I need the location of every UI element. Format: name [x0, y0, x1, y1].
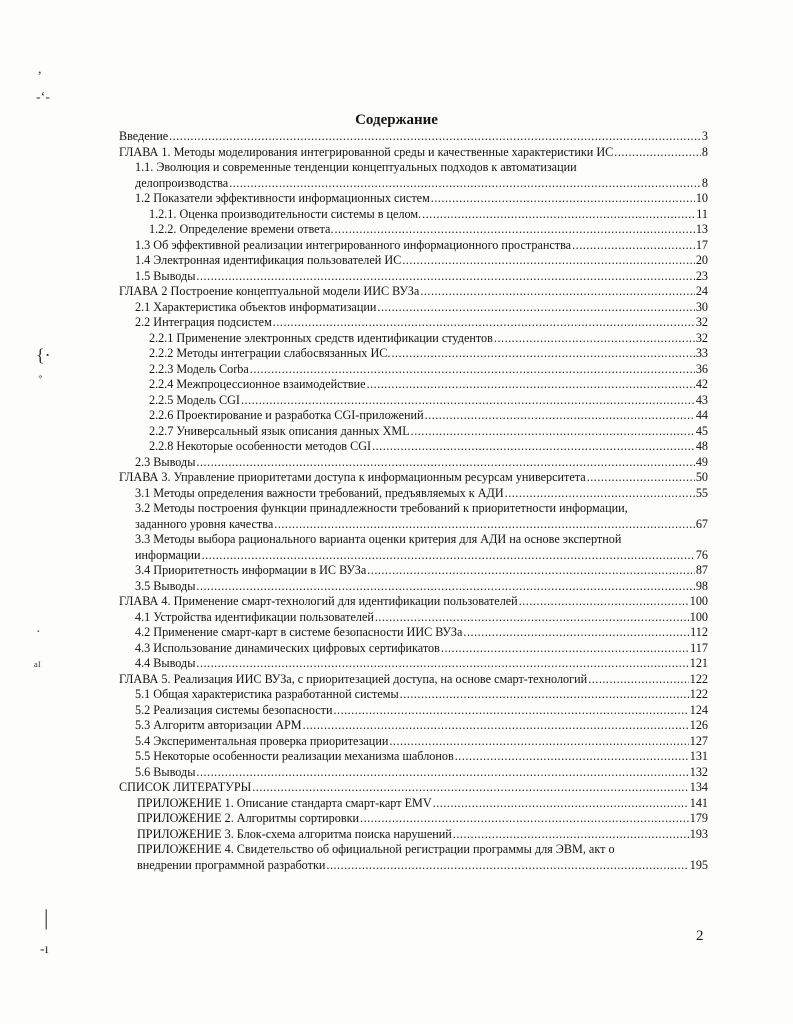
- toc-leader-dots: [250, 362, 695, 378]
- toc-page-number: 122: [689, 687, 708, 701]
- toc-leader-dots: [402, 253, 695, 269]
- toc-entry: [119, 455, 708, 471]
- toc-page-number: 8: [701, 175, 708, 190]
- toc-leader-dots: [420, 284, 695, 300]
- toc-page-number: 127: [689, 733, 708, 748]
- toc-entry: [119, 734, 708, 750]
- toc-page-number: 117: [690, 640, 708, 655]
- toc-page-number: 36: [695, 361, 708, 376]
- toc-leader-dots: [274, 517, 695, 533]
- toc-entry: [119, 377, 708, 393]
- toc-entry-text: 2.1 Характеристика объектов информатизации: [135, 299, 377, 314]
- toc-leader-dots: [252, 780, 688, 796]
- toc-leader-dots: [229, 176, 701, 192]
- toc-leader-dots: [367, 377, 695, 393]
- toc-entry-text: 2.2.3 Модель Corba: [149, 361, 249, 376]
- toc-page-number: 195: [689, 857, 708, 872]
- toc-page-number: 134: [689, 780, 708, 794]
- toc-leader-dots: [391, 346, 694, 362]
- toc-entry-text: ГЛАВА 1. Методы моделирования интегрированной среды и качественные характеристики ИС: [119, 144, 614, 159]
- toc-entry: [119, 718, 708, 734]
- toc-page-number: 42: [695, 377, 708, 391]
- toc-entry: [119, 222, 708, 238]
- toc-entry-text: 2.2.2 Методы интеграции слабосвязанных ИС.: [149, 346, 391, 360]
- toc-leader-dots: [196, 765, 688, 781]
- toc-leader-dots: [333, 703, 688, 719]
- toc-entry-text: 1.3 Об эффективной реализации интегрированного информационного пространства: [135, 237, 572, 252]
- toc-leader-dots: [433, 796, 689, 812]
- toc-leader-dots: [441, 641, 689, 657]
- toc-entry-text: 3.3 Методы выбора рационального варианта оценки критерия для АДИ на основе экспертной: [135, 532, 622, 546]
- toc-page-number: 24: [695, 284, 708, 298]
- toc-entry: [119, 548, 708, 564]
- toc-leader-dots: [400, 687, 689, 703]
- toc-entry-text: 1.4 Электронная идентификация пользователей ИС: [135, 253, 402, 267]
- scan-mark: ᵃᴵ: [34, 660, 41, 675]
- toc-entry: [119, 563, 708, 579]
- toc-page-number: 17: [695, 237, 708, 252]
- toc-entry: [119, 424, 708, 440]
- toc-entry: [119, 238, 708, 254]
- toc-entry: [119, 470, 708, 486]
- toc-leader-dots: [453, 827, 689, 843]
- toc-leader-dots: [367, 563, 695, 579]
- scan-mark: ﾞ: [38, 376, 45, 391]
- toc-entry-text: 5.5 Некоторые особенности реализации механизма шаблонов: [135, 749, 454, 763]
- toc-page-number: 13: [695, 222, 708, 236]
- toc-entry-text: делопроизводства: [135, 175, 229, 190]
- toc-entry: [119, 191, 708, 207]
- toc-page-number: 141: [689, 795, 708, 810]
- toc-entry-text: 4.2 Применение смарт-карт в системе безопасности ИИС ВУЗа: [135, 625, 463, 639]
- toc-leader-dots: [463, 625, 689, 641]
- toc-entry-text: 2.2.8 Некоторые особенности методов CGI: [149, 439, 372, 453]
- toc-entry-text: 3.1 Методы определения важности требований, предъявляемых к АДИ: [135, 485, 504, 500]
- toc-page-number: 87: [695, 563, 708, 577]
- toc-entry-text: ПРИЛОЖЕНИЕ 2. Алгоритмы сортировки: [137, 811, 360, 825]
- toc-leader-dots: [389, 734, 688, 750]
- toc-leader-dots: [425, 408, 695, 424]
- toc-page-number: 124: [689, 702, 708, 717]
- toc-entry-text: 2.2.5 Модель CGI: [149, 392, 240, 407]
- toc-page-number: 23: [695, 268, 708, 283]
- toc-page-number: 44: [695, 408, 708, 422]
- toc-entry: [119, 284, 708, 300]
- toc-leader-dots: [196, 656, 688, 672]
- toc-entry-text: 3.4 Приоритетность информации в ИС ВУЗа: [135, 563, 367, 577]
- toc-entry-text: ГЛАВА 2 Построение концептуальной модели ИИС ВУЗа: [119, 284, 420, 298]
- toc-entry-text: 4.4 Выводы: [135, 656, 196, 670]
- toc-entry: [119, 765, 708, 781]
- toc-entry: [119, 253, 708, 269]
- toc-entry-text: ГЛАВА 3. Управление приоритетами доступа к информационным ресурсам университета: [119, 470, 586, 484]
- toc-leader-dots: [241, 393, 695, 409]
- toc-page-number: 76: [695, 547, 708, 562]
- toc-entry-text: 1.2.1. Оценка производительности системы в целом.: [149, 206, 422, 221]
- toc-entry-text: заданного уровня качества: [135, 516, 274, 531]
- scan-mark: |: [44, 905, 49, 930]
- toc-leader-dots: [494, 331, 695, 347]
- toc-entry: [119, 703, 708, 719]
- toc-entry: [119, 858, 708, 874]
- toc-leader-dots: [326, 858, 688, 874]
- toc-entry-text: 1.1. Эволюция и современные тенденции концептуальных подходов к автоматизации: [135, 160, 577, 174]
- scan-mark: -ı: [40, 942, 49, 957]
- toc-entry-text: 1.5 Выводы: [135, 268, 196, 283]
- toc-leader-dots: [335, 222, 695, 238]
- toc-entry-text: ПРИЛОЖЕНИЕ 3. Блок-схема алгоритма поиска нарушений: [137, 826, 452, 841]
- page-title: Содержание: [355, 112, 438, 128]
- toc-entry-text: 5.2 Реализация системы безопасности: [135, 702, 333, 717]
- toc-entry-text: ПРИЛОЖЕНИЕ 1. Описание стандарта смарт-карт EMV: [137, 795, 432, 810]
- toc-entry: [119, 176, 708, 192]
- toc-entry-text: информации: [135, 547, 201, 562]
- toc-page-number: 100: [689, 609, 708, 624]
- toc-leader-dots: [375, 610, 689, 626]
- toc-page-number: 122: [689, 671, 708, 686]
- toc-leader-dots: [202, 548, 695, 564]
- toc-page-number: 193: [689, 826, 708, 841]
- toc-leader-dots: [455, 749, 689, 765]
- toc-entry: [119, 811, 708, 827]
- toc-entry: [119, 331, 708, 347]
- toc-entry-text: ГЛАВА 4. Применение смарт-технологий для идентификации пользователей: [119, 594, 518, 608]
- toc-leader-dots: [372, 439, 695, 455]
- toc-entry-text: СПИСОК ЛИТЕРАТУРЫ: [119, 780, 252, 794]
- toc-page-number: 179: [689, 811, 708, 825]
- toc-entry: [119, 207, 708, 223]
- toc-page-number: 30: [695, 299, 708, 314]
- toc-entry: [119, 796, 708, 812]
- toc-leader-dots: [303, 718, 689, 734]
- toc-entry: [119, 687, 708, 703]
- toc-entry: [119, 594, 708, 610]
- toc-page-number: 20: [695, 253, 708, 267]
- toc-page-number: 112: [690, 625, 708, 639]
- toc-entry-text: 2.2 Интеграция подсистем: [135, 315, 272, 329]
- toc-entry: [119, 269, 708, 285]
- toc-entry-text: 5.1 Общая характеристика разработанной системы: [135, 687, 399, 701]
- toc-entry-text: 2.2.6 Проектирование и разработка CGI-приложений: [149, 408, 424, 422]
- toc-page-number: 3: [701, 129, 708, 143]
- toc-entry-text: 5.4 Экспериментальная проверка приоритезации: [135, 733, 389, 748]
- toc-entry: [119, 780, 708, 796]
- toc-page-number: 8: [701, 144, 708, 159]
- toc-page-number: 67: [695, 516, 708, 531]
- toc-entry: [119, 362, 708, 378]
- toc-page-number: 32: [695, 330, 708, 345]
- toc-entry: [119, 408, 708, 424]
- toc-page-number: 98: [695, 578, 708, 593]
- scan-mark: {·: [36, 345, 51, 365]
- toc-entry-text: 5.3 Алгоритм авторизации АРМ: [135, 718, 302, 732]
- toc-entry: [119, 672, 708, 688]
- table-of-contents: [119, 129, 708, 873]
- toc-entry: [119, 625, 708, 641]
- toc-entry-text: 2.3 Выводы: [135, 454, 196, 469]
- toc-leader-dots: [587, 470, 695, 486]
- toc-page-number: 100: [689, 594, 708, 608]
- toc-page-number: 33: [695, 346, 708, 360]
- toc-entry-text: 1.2 Показатели эффективности информационных систем: [135, 191, 430, 205]
- toc-leader-dots: [169, 129, 701, 145]
- toc-page-number: 50: [695, 470, 708, 484]
- toc-leader-dots: [196, 455, 694, 471]
- toc-leader-dots: [196, 269, 694, 285]
- toc-page-number: 45: [695, 423, 708, 438]
- toc-entry: [119, 641, 708, 657]
- toc-entry: [119, 393, 708, 409]
- toc-entry-text: 4.3 Использование динамических цифровых сертификатов: [135, 640, 440, 655]
- scan-mark: ,: [38, 62, 42, 77]
- toc-leader-dots: [377, 300, 694, 316]
- toc-entry: [119, 346, 708, 362]
- toc-page-number: 121: [689, 656, 708, 670]
- toc-entry-text: внедрении программной разработки: [137, 857, 326, 872]
- toc-page-number: 43: [695, 392, 708, 407]
- toc-entry: [119, 315, 708, 331]
- toc-leader-dots: [588, 672, 689, 688]
- toc-leader-dots: [360, 811, 689, 827]
- toc-leader-dots: [431, 191, 695, 207]
- toc-entry: [119, 439, 708, 455]
- toc-page-number: 32: [695, 315, 708, 329]
- toc-leader-dots: [273, 315, 695, 331]
- toc-leader-dots: [422, 207, 695, 223]
- toc-page-number: 131: [689, 749, 708, 763]
- toc-entry: [119, 749, 708, 765]
- toc-page-number: 126: [689, 718, 708, 732]
- toc-entry-text: 2.2.7 Универсальный язык описания данных XML: [149, 423, 410, 438]
- scan-mark: -‘-: [36, 90, 50, 105]
- toc-page-number: 11: [696, 206, 708, 221]
- page-number: 2: [696, 928, 704, 944]
- toc-entry: [119, 610, 708, 626]
- toc-leader-dots: [519, 594, 689, 610]
- toc-page-number: 132: [689, 764, 708, 779]
- toc-leader-dots: [505, 486, 695, 502]
- toc-entry-text: ГЛАВА 5. Реализация ИИС ВУЗа, с приоритезацией доступа, на основе смарт-технологий: [119, 671, 588, 686]
- toc-entry: [119, 129, 708, 145]
- toc-entry: [119, 486, 708, 502]
- toc-entry-text: ПРИЛОЖЕНИЕ 4. Свидетельство об официальной регистрации программы для ЭВМ, акт о: [137, 842, 615, 856]
- toc-entry: [119, 517, 708, 533]
- toc-entry-text: 1.2.2. Определение времени ответа.: [149, 222, 334, 236]
- toc-page-number: 48: [695, 439, 708, 453]
- toc-page-number: 10: [695, 191, 708, 205]
- toc-entry-text: 3.5 Выводы: [135, 578, 196, 593]
- toc-entry-text: 2.2.1 Применение электронных средств идентификации студентов: [149, 330, 493, 345]
- toc-leader-dots: [572, 238, 695, 254]
- toc-entry-text: 5.6 Выводы: [135, 764, 196, 779]
- scan-mark: ·: [36, 625, 41, 640]
- toc-entry: [119, 579, 708, 595]
- toc-entry: [119, 145, 708, 161]
- toc-page-number: 55: [695, 485, 708, 500]
- toc-page-number: 49: [695, 454, 708, 469]
- toc-entry-text: 4.1 Устройства идентификации пользователей: [135, 609, 374, 624]
- toc-entry: [119, 656, 708, 672]
- toc-leader-dots: [614, 145, 701, 161]
- toc-entry-text: 3.2 Методы построения функции принадлежности требований к приоритетности информации,: [135, 501, 628, 515]
- toc-entry: [119, 827, 708, 843]
- toc-leader-dots: [411, 424, 695, 440]
- toc-leader-dots: [196, 579, 694, 595]
- toc-entry-text: Введение: [119, 129, 169, 143]
- toc-entry-text: 2.2.4 Межпроцессионное взаимодействие: [149, 377, 366, 391]
- toc-entry: [119, 300, 708, 316]
